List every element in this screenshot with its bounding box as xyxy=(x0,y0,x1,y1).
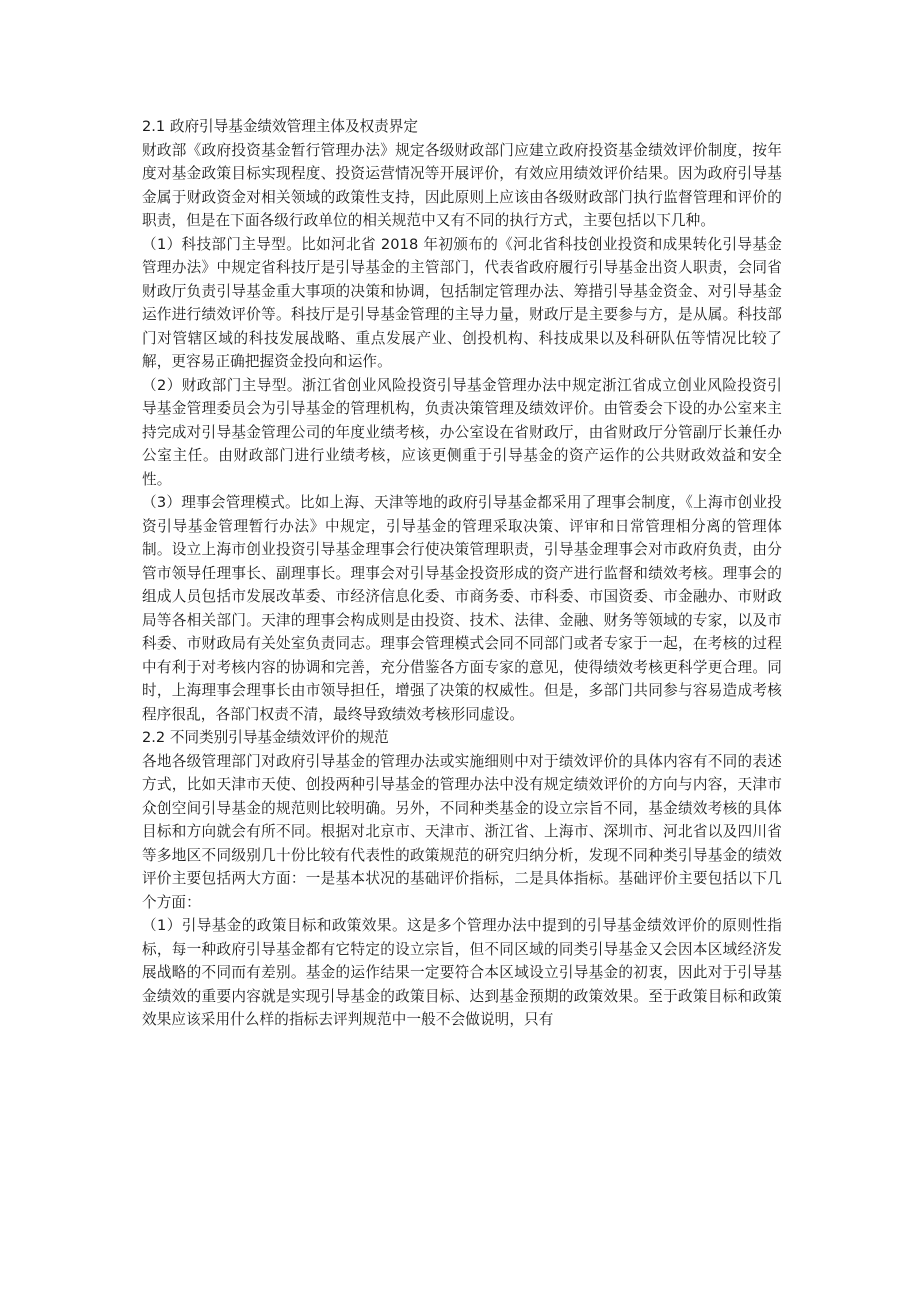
document-body xyxy=(142,115,782,1032)
paragraph-evaluation-norms: 各地各级管理部门对政府引导基金的管理办法或实施细则中对于绩效评价的具体内容有不同的表述方式，比如天津市天使、创投两种引导基金的管理办法中没有规定绩效评价的方向与内容，天津市众创空间引导基金的规范则比较明确。另外，不同种类基金的设立宗旨不同，基金绩效考核的具体目标和方向就会有所不同。根据对北京市、天津市、浙江省、上海市、深圳市、河北省以及四川省等多地区不同级别几十份比较有代表性的政策规范的研究归纳分析，发现不同种类引导基金的绩效评价主要包括两大方面：一是基本状况的基础评价指标，二是具体指标。基础评价主要包括以下几个方面： xyxy=(142,752,782,911)
paragraph-tech-dept: （1）科技部门主导型。比如河北省 2018 年初颁布的《河北省科技创业投资和成果转化引导基金管理办法》中规定省科技厅是引导基金的主管部门，代表省政府履行引导基金出资人职责，会同省财政厅负责引导基金重大事项的决策和协调，包括制定管理办法、筹措引导基金资金、对引导基金运作进行绩效评价等。科技厅是引导基金管理的主导力量，财政厅是主要参与方，是从属。科技部门对管辖区域的科技发展战略、重点发展产业、创投机构、科技成果以及科研队伍等情况比较了解，更容易正确把握资金投向和运作。 xyxy=(142,235,782,370)
paragraph-finance-dept: （2）财政部门主导型。浙江省创业风险投资引导基金管理办法中规定浙江省成立创业风险投资引导基金管理委员会为引导基金的管理机构，负责决策管理及绩效评价。由管委会下设的办公室来主持完成对引导基金管理公司的年度业绩考核，办公室设在省财政厅，由省财政厅分管副厅长兼任办公室主任。由财政部门进行业绩考核，应该更侧重于引导基金的资产运作的公共财政效益和安全性。 xyxy=(142,376,782,488)
section-heading-2-2: 2.2 不同类别引导基金绩效评价的规范 xyxy=(142,729,389,746)
paragraph-intro: 财政部《政府投资基金暂行管理办法》规定各级财政部门应建立政府投资基金绩效评价制度，按年度对基金政策目标实现程度、投资运营情况等开展评价，有效应用绩效评价结果。因为政府引导基金属于财政资金对相关领域的政策性支持，因此原则上应该由各级财政部门执行监督管理和评价的职责，但是在下面各级行政单位的相关规范中又有不同的执行方式，主要包括以下几种。 xyxy=(142,141,782,229)
paragraph-policy-goals: （1）引导基金的政策目标和政策效果。这是多个管理办法中提到的引导基金绩效评价的原则性指标，每一种政府引导基金都有它特定的设立宗旨，但不同区域的同类引导基金又会因本区域经济发展战略的不同而有差别。基金的运作结果一定要符合本区域设立引导基金的初衷，因此对于引导基金绩效的重要内容就是实现引导基金的政策目标、达到基金预期的政策效果。至于政策目标和政策效果应该采用什么样的指标去评判规范中一般不会做说明，只有 xyxy=(142,917,782,1028)
paragraph-council-mode: （3）理事会管理模式。比如上海、天津等地的政府引导基金都采用了理事会制度，《上海市创业投资引导基金管理暂行办法》中规定，引导基金的管理采取决策、评审和日常管理相分离的管理体制。设立上海市创业投资引导基金理事会行使决策管理职责，引导基金理事会对市政府负责，由分管市领导任理事长、副理事长。理事会对引导基金投资形成的资产进行监督和绩效考核。理事会的组成人员包括市发展改革委、市经济信息化委、市商务委、市科委、市国资委、市金融办、市财政局等各相关部门。天津的理事会构成则是由投资、技术、法律、金融、财务等领域的专家，以及市科委、市财政局有关处室负责同志。理事会管理模式会同不同部门或者专家于一起，在考核的过程中有利于对考核内容的协调和完善，充分借鉴各方面专家的意见，使得绩效考核更科学更合理。同时，上海理事会理事长由市领导担任，增强了决策的权威性。但是，多部门共同参与容易造成考核程序很乱，各部门权责不清，最终导致绩效考核形同虚设。 xyxy=(142,494,782,723)
section-heading-2-1: 2.1 政府引导基金绩效管理主体及权责界定 xyxy=(142,118,418,135)
